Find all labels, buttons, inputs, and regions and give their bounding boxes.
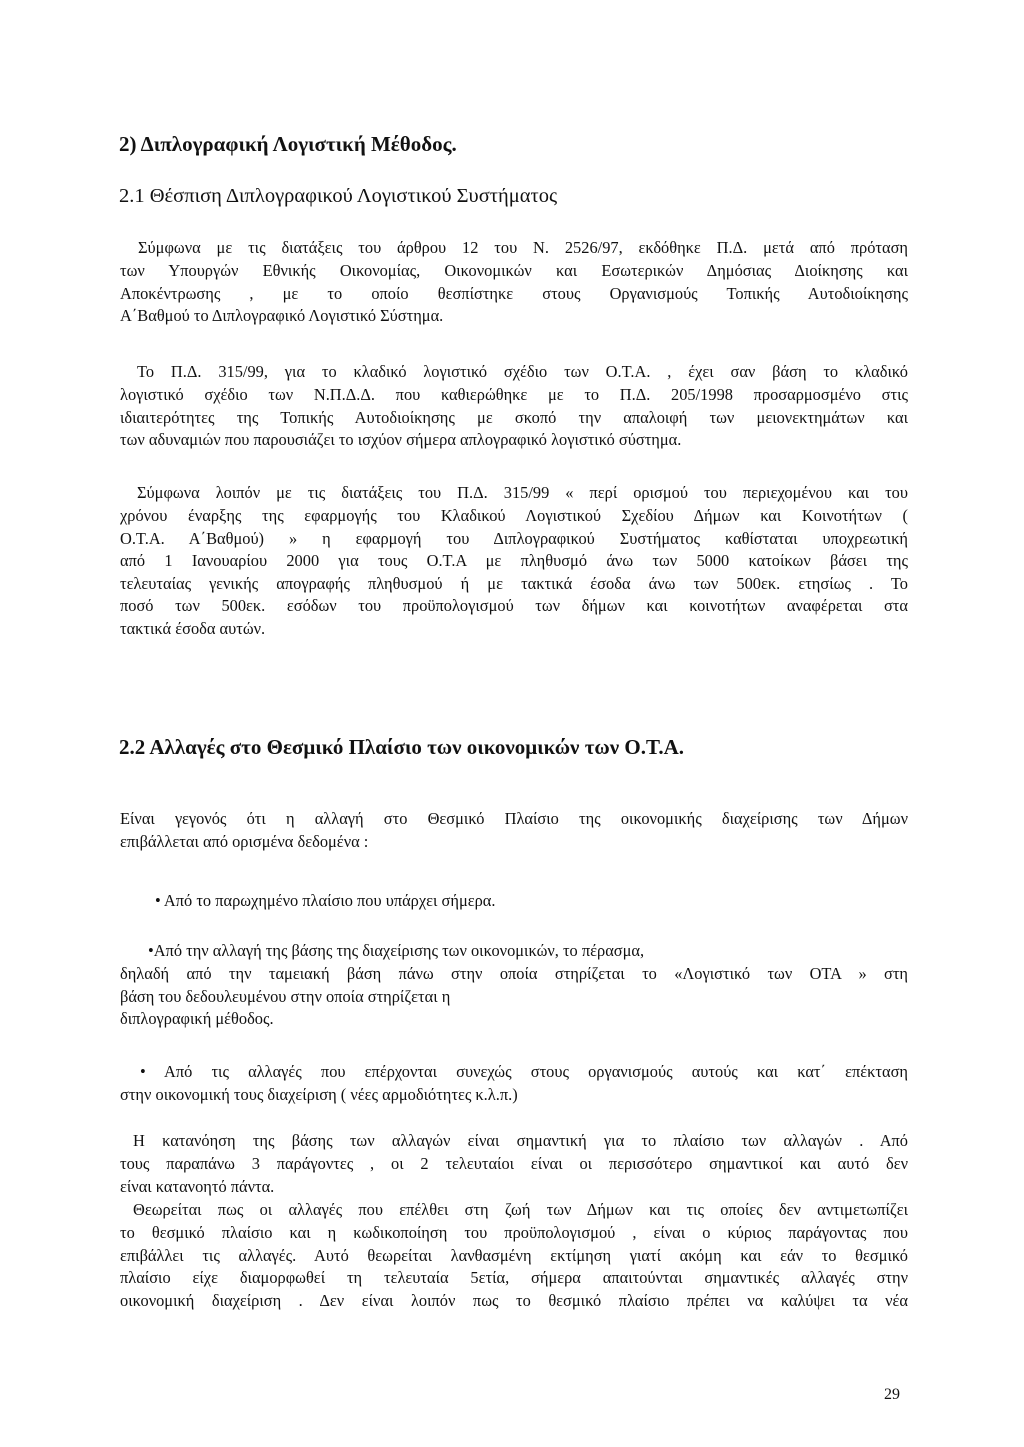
paragraph-4-line: Είναι γεγονός ότι η αλλαγή στο Θεσμικό Πλαίσιο της οικονομικής διαχείρισης των Δήμων <box>120 809 908 828</box>
paragraph-2-line: λογιστικό σχέδιο των Ν.Π.Δ.Δ. που καθιερώθηκε με το Π.Δ. 205/1998 προσαρμοσμένο στις <box>120 385 908 404</box>
paragraph-3-line: τακτικά έσοδα αυτών. <box>120 618 266 638</box>
paragraph-3-line: χρόνου έναρξης της εφαρμογής του Κλαδικού Λογιστικού Σχεδίου Δήμων και Κοινοτήτων ( <box>120 506 908 525</box>
paragraph-5-line: τους παραπάνω 3 παράγοντες , οι 2 τελευταίοι είναι οι περισσότερο σημαντικοί και αυτό δεν <box>120 1154 908 1173</box>
paragraph-5-cont <box>120 1153 908 1198</box>
paragraph-1 <box>138 237 908 260</box>
paragraph-5-line: είναι κατανοητό πάντα. <box>120 1176 275 1196</box>
paragraph-6-cont <box>120 1222 908 1312</box>
paragraph-6-line: το θεσμικό πλαίσιο και η κωδικοποίηση του προϋπολογισμού , είναι ο κύριος παράγοντας που <box>120 1223 908 1242</box>
paragraph-6-line: Θεωρείται πως οι αλλαγές που επέλθει στη ζωή των Δήμων και τις οποίες δεν αντιμετωπίζει <box>133 1200 908 1219</box>
page-number: 29 <box>884 1386 900 1403</box>
paragraph-6-line: επιβάλλει τις αλλαγές. Αυτό θεωρείται λανθασμένη εκτίμηση γιατί ακόμη και εάν το θεσμικό <box>120 1245 908 1265</box>
bullet-item-2-line: διπλογραφική μέθοδος. <box>120 1009 274 1029</box>
paragraph-6 <box>133 1199 908 1222</box>
paragraph-3-cont <box>120 505 908 641</box>
paragraph-3-line: ποσό των 500εκ. εσόδων του προϋπολογισμού των δήμων και κοινοτήτων αναφέρεται στα <box>120 596 908 616</box>
paragraph-5-line: Η κατανόηση της βάσης των αλλαγών είναι σημαντική για το πλαίσιο των αλλαγών . Από <box>133 1131 908 1150</box>
bullet-item-3-line: • Από τις αλλαγές που επέρχονται συνεχώς στους οργανισμούς αυτούς και κατ΄ επέκταση <box>140 1062 908 1081</box>
paragraph-6-line: πλαίσιο είχε διαμορφωθεί τη τελευταία 5ετία, σήμερα απαιτούνται σημαντικές αλλαγές στην <box>120 1268 908 1288</box>
paragraph-1-line: Σύμφωνα με τις διατάξεις του άρθρου 12 του Ν. 2526/97, εκδόθηκε Π.Δ. μετά από πρόταση <box>138 238 908 257</box>
paragraph-3 <box>137 482 908 505</box>
bullet-item-2 <box>148 940 644 963</box>
section-heading: 2) Διπλογραφική Λογιστική Μέθοδος. <box>119 132 457 156</box>
paragraph-6-line: οικονομική διαχείριση . Δεν είναι λοιπόν πως το θεσμικό πλαίσιο πρέπει να καλύψει τα νέα <box>120 1290 908 1310</box>
paragraph-3-line: από 1 Ιανουαρίου 2000 για τους Ο.Τ.Α με πληθυσμό άνω των 5000 κατοίκων βάσει της <box>120 551 908 571</box>
bullet-item-2-line: δηλαδή από την ταμειακή βάση πάνω στην οποία στηρίζεται το «Λογιστικό των ΟΤΑ » στη <box>120 964 908 983</box>
paragraph-5 <box>133 1130 908 1153</box>
bullet-item-2-line: •Από την αλλαγή της βάσης της διαχείρισης των οικονομικών, το πέρασμα, <box>148 941 645 960</box>
bullet-item-3 <box>140 1061 908 1084</box>
paragraph-1-line: Αποκέντρωσης , με το οποίο θεσπίστηκε στους Οργανισμούς Τοπικής Αυτοδιοίκησης <box>120 283 908 303</box>
bullet-item-2-line: βάση του δεδουλευμένου στην οποία στηρίζεται η <box>120 986 451 1006</box>
paragraph-3-line: Σύμφωνα λοιπόν με τις διατάξεις του Π.Δ. 315/99 « περί ορισμού του περιεχομένου και του <box>137 483 908 502</box>
bullet-item-2-cont <box>120 963 908 1031</box>
subsection-2-1-title: 2.1 Θέσπιση Διπλογραφικού Λογιστικού Συστήματος <box>119 185 558 207</box>
paragraph-3-line: Ο.Τ.Α. Α΄Βαθμού) » η εφαρμογή του Διπλογραφικού Συστήματος καθίσταται υποχρεωτική <box>120 528 908 548</box>
bullet-item-3-cont <box>120 1084 908 1107</box>
bullet-item-1: • Από το παρωχημένο πλαίσιο που υπάρχει σήμερα. <box>155 891 496 910</box>
paragraph-2-line: ιδιαιτερότητες της Τοπικής Αυτοδιοίκησης με σκοπό την απαλοιφή των μειονεκτημάτων και <box>120 407 908 427</box>
bullet-item-3-line: στην οικονομική τους διαχείριση ( νέες αρμοδιότητες κ.λ.π.) <box>120 1085 518 1104</box>
paragraph-2-line: Το Π.Δ. 315/99, για το κλαδικό λογιστικό σχέδιο των Ο.Τ.Α. , έχει σαν βάση το κλαδικό <box>137 362 908 381</box>
paragraph-2-line: των αδυναμιών που παρουσιάζει το ισχύον σήμερα απλογραφικό λογιστικό σύστημα. <box>120 430 682 450</box>
paragraph-3-line: τελευταίας γενικής απογραφής πληθυσμού ή με τακτικά έσοδα άνω των 500εκ. ετησίως . Το <box>120 573 908 593</box>
paragraph-1-cont <box>120 260 908 328</box>
paragraph-1-line: των Υπουργών Εθνικής Οικονομίας, Οικονομικών και Εσωτερικών Δημόσιας Διοίκησης και <box>120 261 908 280</box>
paragraph-4 <box>120 808 908 853</box>
paragraph-2-cont <box>120 384 908 452</box>
paragraph-4-line: επιβάλλεται από ορισμένα δεδομένα : <box>120 831 369 851</box>
paragraph-2 <box>137 361 908 384</box>
paragraph-1-line: Α΄Βαθμού το Διπλογραφικό Λογιστικό Σύστημα. <box>120 306 444 326</box>
subsection-2-2-title: 2.2 Αλλαγές στο Θεσμικό Πλαίσιο των οικονομικών των Ο.Τ.Α. <box>119 735 685 759</box>
